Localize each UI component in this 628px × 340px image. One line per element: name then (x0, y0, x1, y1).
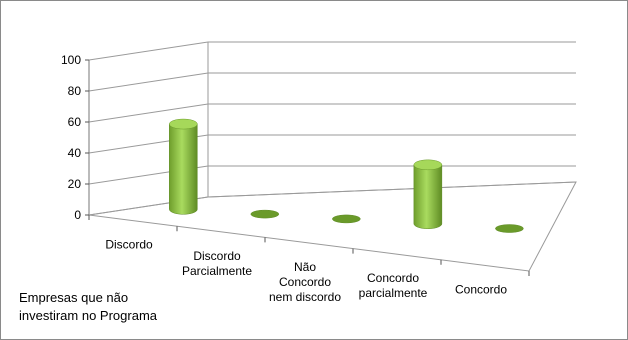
y-tick-label: 0 (74, 208, 81, 222)
bar-top (414, 160, 442, 170)
x-category-label: Discordo (193, 248, 241, 263)
y-tick-label: 100 (60, 53, 81, 67)
x-category-label: Concordo (366, 271, 420, 286)
bar-1 (251, 210, 279, 218)
x-category-label: Não (293, 260, 317, 274)
x-category-label: Parcialmente (181, 263, 253, 278)
bar-flat (332, 215, 360, 223)
x-category-label: parcialmente (358, 286, 428, 301)
legend (19, 289, 219, 325)
bar-flat (495, 225, 523, 233)
bar-2 (332, 215, 360, 223)
y-axis-ticks (61, 53, 89, 222)
y-tick-label: 40 (67, 146, 81, 160)
x-category-label: Concordo (454, 282, 508, 297)
legend-line-1: Empresas que não (19, 290, 129, 305)
x-category-label: nem discordo (268, 290, 342, 304)
side-gridline (89, 42, 208, 60)
side-gridline (89, 104, 208, 122)
bar-flat (251, 210, 279, 218)
x-category-label: Concordo (278, 275, 332, 289)
bars-layer (169, 119, 523, 232)
bar-body (414, 165, 442, 229)
bar-body (169, 124, 197, 214)
y-tick-label: 60 (67, 115, 81, 129)
bar-3 (414, 160, 442, 229)
y-tick-label: 20 (67, 177, 81, 191)
side-gridline (89, 73, 208, 91)
legend-line-2: investiram no Programa (19, 308, 157, 323)
bar-top (169, 119, 197, 129)
x-category-label: Discordo (105, 237, 153, 252)
y-tick-label: 80 (67, 84, 81, 98)
bar-0 (169, 119, 197, 214)
bar-4 (495, 225, 523, 233)
axes-layer (89, 42, 576, 276)
